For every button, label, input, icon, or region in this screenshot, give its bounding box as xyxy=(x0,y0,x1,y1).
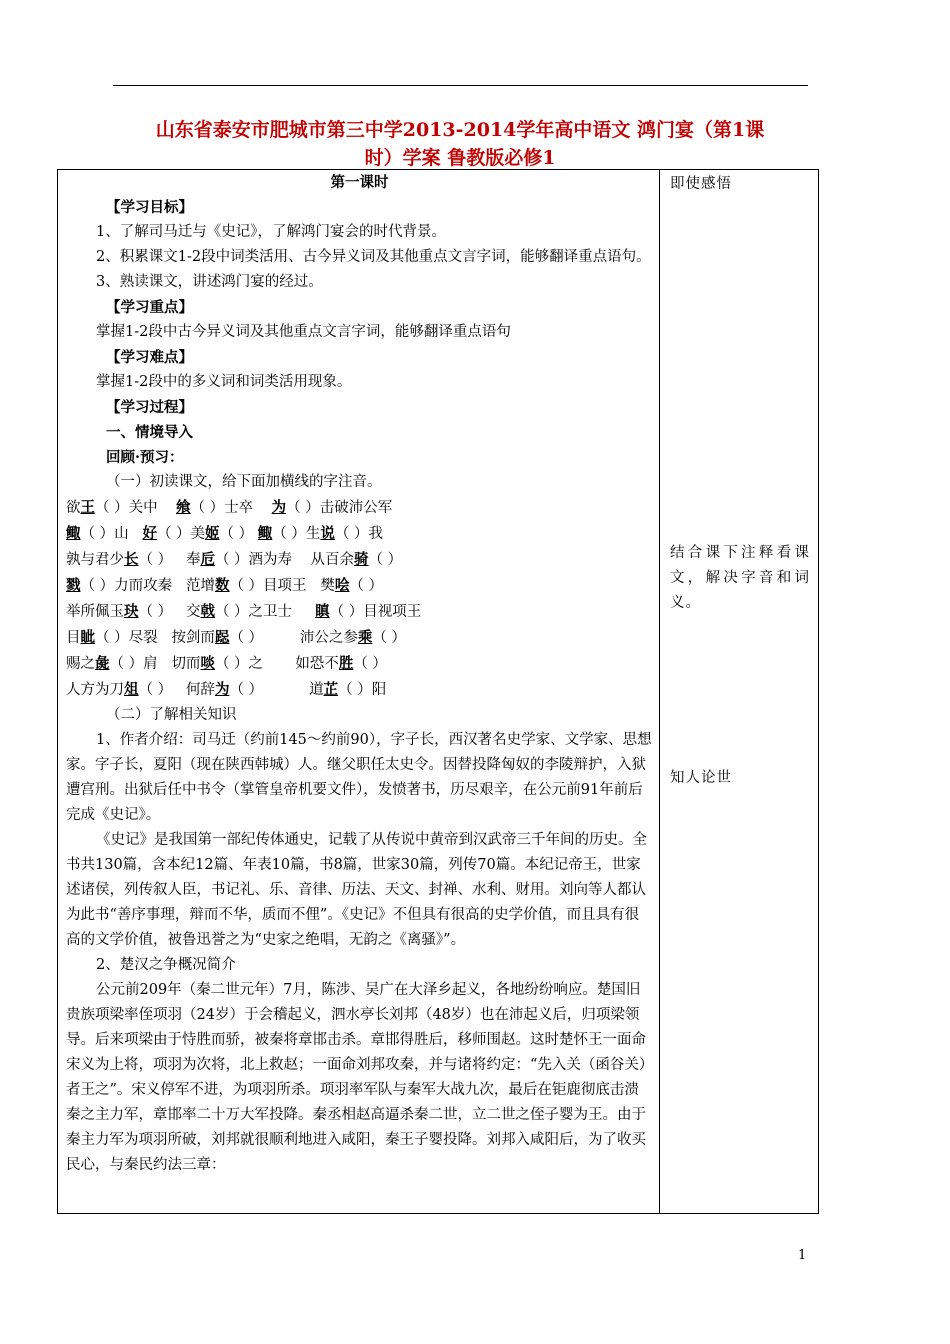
difficulties-text: 掌握1-2段中的多义词和词类活用现象。 xyxy=(96,374,352,390)
row-text: （ ） xyxy=(219,526,254,542)
intro-heading: 一、情境导入 xyxy=(106,424,193,441)
target-char: 卮 xyxy=(200,551,215,568)
goal-3: 3、熟读课文，讲述鸿门宴的经过。 xyxy=(96,274,323,290)
target-char: 玦 xyxy=(124,603,139,620)
row-text: （ ）目视项王 xyxy=(329,604,422,620)
task-1-instruction: （一）初读课文，给下面加横线的字注音。 xyxy=(106,474,382,490)
row-text: （ ）我 xyxy=(334,526,383,542)
row-text: （ ） xyxy=(138,552,173,568)
target-char: 戟 xyxy=(200,603,215,620)
target-char: 为 xyxy=(271,499,287,516)
row-text: （ ） xyxy=(229,682,264,698)
row-text: （ ）之卫士 xyxy=(214,604,293,620)
target-char: 鲰 xyxy=(257,525,273,542)
row-text: 交 xyxy=(185,604,201,620)
row-text: 奉 xyxy=(185,552,201,568)
row-text: 樊 xyxy=(320,578,335,594)
target-char: 瞋 xyxy=(315,603,330,620)
row-text: （ ）之 xyxy=(214,656,264,672)
row-text: （ ）山 xyxy=(80,526,129,542)
document-title xyxy=(90,116,830,172)
target-char: 俎 xyxy=(124,681,139,698)
target-char: 数 xyxy=(214,577,230,594)
note-reflection: 即使感悟 xyxy=(670,176,732,192)
target-char: 胜 xyxy=(338,655,354,672)
row-text: （ ）酒为寿 xyxy=(214,552,293,568)
pinyin-row-2 xyxy=(66,521,653,547)
row-text: 赐之 xyxy=(66,656,95,672)
row-text: 举所佩玉 xyxy=(66,604,124,620)
page-number: 1 xyxy=(798,1248,807,1263)
row-text: 沛公之参 xyxy=(299,630,358,646)
row-text: 道 xyxy=(309,682,324,698)
goals-heading: 【学习目标】 xyxy=(106,199,193,216)
chu-han-heading: 2、楚汉之争概况简介 xyxy=(96,957,236,973)
review-heading: 回顾·预习： xyxy=(106,449,184,466)
row-text: 如恐不 xyxy=(295,656,339,672)
note-know-author: 知人论世 xyxy=(670,770,732,786)
target-char: 眦 xyxy=(80,629,95,646)
target-char: 啖 xyxy=(200,655,215,672)
pinyin-row-5 xyxy=(66,599,653,625)
pinyin-row-1 xyxy=(66,495,653,521)
author-intro: 1、作者介绍：司马迁（约前145～约前90），字子长，西汉著名史学家、文学家、思想家。字子长，夏阳（现在陕西韩城）人。继父职任太史令。因替投降匈奴的李陵辩护，入狱遭宫刑。出狱后任中书令（掌管皇帝机要文件），发愤著书，历尽艰辛，在公元前91年前后完成《史记》。 xyxy=(66,732,652,823)
target-char: 为 xyxy=(214,681,230,698)
target-char: 跽 xyxy=(214,629,230,646)
goal-2: 2、积累课文1-2段中词类活用、古今异义词及其他重点文言字词，能够翻译重点语句。 xyxy=(96,249,651,265)
row-text: 人方为刀 xyxy=(66,682,124,698)
row-text: （ ） xyxy=(372,630,407,646)
row-text: （ ）生 xyxy=(272,526,321,542)
row-text: （ ） xyxy=(349,578,383,594)
target-char: 骑 xyxy=(353,551,369,568)
row-text: （ ）士卒 xyxy=(190,500,254,516)
main-content-cell xyxy=(58,170,660,1214)
row-text: （ ）阳 xyxy=(338,682,387,698)
row-text: （ ）尽裂 xyxy=(95,630,158,646)
row-text: （ ）目项王 xyxy=(229,578,307,594)
notes-cell xyxy=(660,170,819,1214)
target-char: 哙 xyxy=(334,577,350,594)
row-text: （ ） xyxy=(138,604,173,620)
row-text: 从百余 xyxy=(310,552,354,568)
key-points-heading: 【学习重点】 xyxy=(106,299,193,316)
title-line-2: 时）学案 鲁教版必修1 xyxy=(364,147,556,169)
row-text: 何辞 xyxy=(185,682,215,698)
goal-1: 1、了解司马迁与《史记》，了解鸿门宴会的时代背景。 xyxy=(96,224,446,240)
chu-han-text: 公元前209年（秦二世元年）7月，陈涉、吴广在大泽乡起义，各地纷纷响应。楚国旧贵族项梁率侄项羽（24岁）于会稽起义，泗水亭长刘邦（48岁）也在沛起义后，归项梁领导。后来项梁由于恃胜而骄，被秦将章邯击杀。章邯得胜后，移师围赵。这时楚怀王一面命宋义为上将，项羽为次将，北上救赵；一面命刘邦攻秦，并与诸将约定：“先入关（函谷关）者王之”。宋义停军不进，为项羽所杀。项羽率军队与秦军大战九次，最后在钜鹿彻底击溃秦之主力军，章邯率二十万大军投降。秦丞相赵高逼杀秦二世，立二世之侄子婴为王。由于秦主力军为项羽所破，刘邦就很顺利地进入咸阳，秦王子婴投降。刘邦入咸阳后，为了收买民心，与秦民约法三章： xyxy=(66,982,647,1173)
pinyin-row-7 xyxy=(66,651,653,677)
target-char: 芷 xyxy=(323,681,339,698)
row-text: （ ）击破沛公军 xyxy=(286,500,393,516)
lesson-table xyxy=(57,169,819,1214)
target-char: 飨 xyxy=(176,499,191,516)
row-text: （ ）肩 xyxy=(109,656,158,672)
row-text: 欲 xyxy=(66,500,81,516)
difficulties-heading: 【学习难点】 xyxy=(106,349,193,366)
target-char: 彘 xyxy=(95,655,110,672)
key-points-text: 掌握1-2段中古今异义词及其他重点文言字词，能够翻译重点语句 xyxy=(96,324,511,340)
row-text: （ ）关中 xyxy=(95,500,158,516)
pinyin-row-4 xyxy=(66,573,653,599)
note-annotation: 结合课下注释看课文，解决字音和词义。 xyxy=(670,545,810,611)
pinyin-row-3 xyxy=(66,547,653,573)
header-rule xyxy=(113,85,808,86)
target-char: 姬 xyxy=(205,525,220,542)
target-char: 王 xyxy=(80,499,95,516)
row-text: 范增 xyxy=(185,578,215,594)
target-char: 乘 xyxy=(357,629,373,646)
row-text: （ ） xyxy=(138,682,173,698)
title-line-1: 山东省泰安市肥城市第三中学2013-2014学年高中语文 鸿门宴（第1课 xyxy=(155,119,765,141)
target-char: 戮 xyxy=(66,577,81,594)
pinyin-row-8 xyxy=(66,677,653,703)
row-text: 目 xyxy=(66,630,81,646)
row-text: （ ） xyxy=(368,552,403,568)
shiji-intro: 《史记》是我国第一部纪传体通史，记载了从传说中黄帝到汉武帝三千年间的历史。全书共130篇，含本纪12篇、年表10篇，书8篇，世家30篇，列传70篇。本纪记帝王，世家述诸侯，列传叙人臣，书记礼、乐、音律、历法、天文、封禅、水利、财用。刘向等人都认为此书“善序事理，辩而不华，质而不俚”。《史记》不但具有很高的史学价值，而且具有很高的文学价值，被鲁迅誉之为“史家之绝唱，无韵之《离骚》”。 xyxy=(66,832,647,948)
row-text: （ ）力而攻秦 xyxy=(80,578,173,594)
row-text: 切而 xyxy=(171,656,201,672)
target-char: 鲰 xyxy=(66,525,81,542)
row-text: （ ） xyxy=(229,630,264,646)
pinyin-row-6 xyxy=(66,625,653,651)
row-text: （ ） xyxy=(353,656,387,672)
target-char: 长 xyxy=(124,551,139,568)
task-2-heading: （二）了解相关知识 xyxy=(106,707,237,723)
target-char: 好 xyxy=(142,525,157,542)
row-text: 孰与君少 xyxy=(66,552,124,568)
process-heading: 【学习过程】 xyxy=(106,399,193,416)
lesson-heading: 第一课时 xyxy=(330,174,389,191)
pinyin-exercise xyxy=(66,495,653,703)
target-char: 说 xyxy=(320,525,335,542)
row-text: 按剑而 xyxy=(171,630,215,646)
row-text: （ ）美 xyxy=(156,526,206,542)
